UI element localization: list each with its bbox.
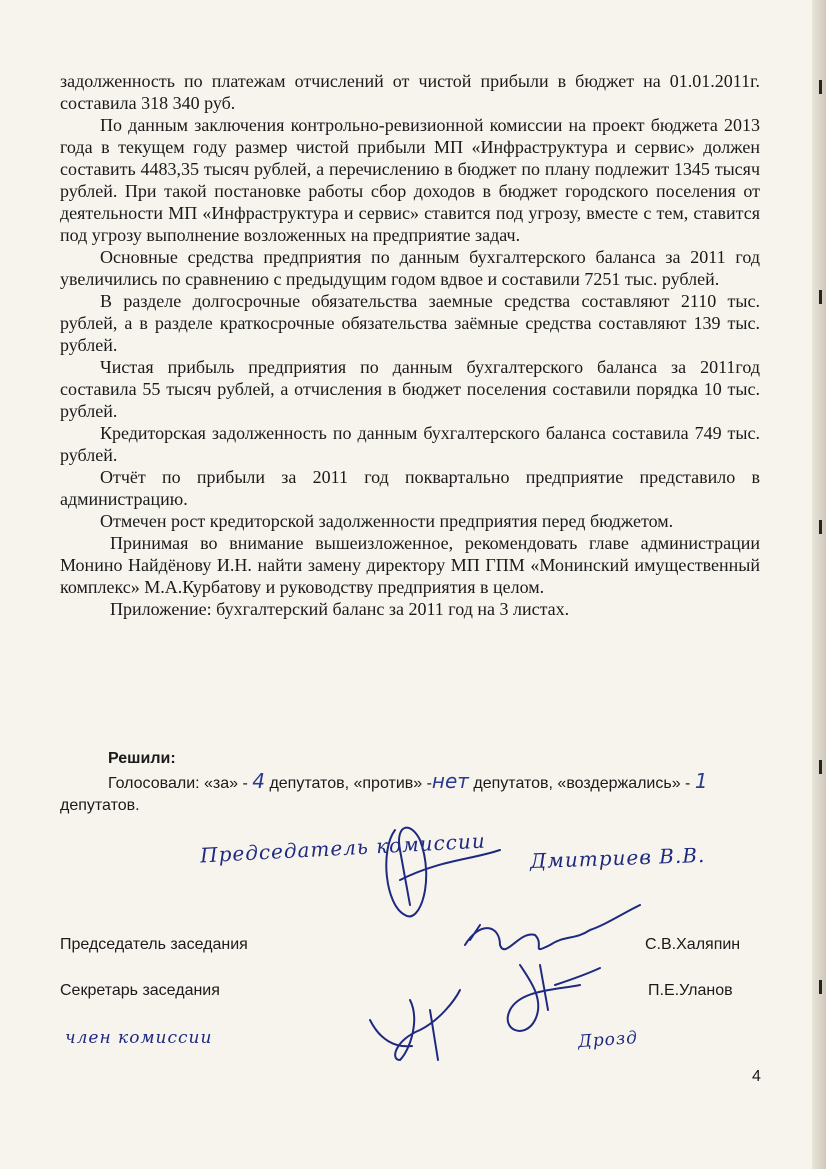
handwritten-commission-member: член комиссии — [65, 1028, 213, 1048]
binding-hole — [819, 80, 822, 94]
binding-hole — [819, 520, 822, 534]
paragraph-audit-commission: По данным заключения контрольно-ревизионной комиссии на проект бюджета 2013 года в текущем году размер чистой прибыли МП «Инфраструктура и сервис» должен составить 4483,35 тысяч рублей, а перечислению в бюджет по плану подлежит 1345 тысяч рублей. При такой постановке работы сбор доходов в бюджет городского поселения от деятельности МП «Инфраструктура и сервис» ставится под угрозу, вместе с тем, ставится под угрозу выполнение возложенных на предприятие задач. — [60, 115, 760, 245]
paragraph-creditors: Кредиторская задолженность по данным бухгалтерского баланса составила 749 тыс. рублей. — [60, 423, 760, 465]
signature-drozd-scrawl — [370, 990, 460, 1060]
paragraph-appendix: Приложение: бухгалтерский баланс за 2011 год на 3 листах. — [110, 599, 570, 619]
binding-hole — [819, 290, 822, 304]
page-number: 4 — [752, 1068, 761, 1085]
paragraph-liabilities: В разделе долгосрочные обязательства заемные средства составляют 2110 тыс. рублей, а в разделе краткосрочные обязательства заёмные средства составляют 139 тыс. рублей. — [60, 291, 760, 355]
secretary-label: Секретарь заседания — [60, 982, 220, 999]
votes-abstain-value: 1 — [694, 769, 708, 793]
vote-trailing: депутатов. — [60, 797, 140, 814]
paragraph-debt-growth: Отмечен рост кредиторской задолженности предприятия перед бюджетом. — [100, 511, 674, 531]
binding-hole — [819, 980, 822, 994]
paragraph-debt: задолженность по платежам отчислений от чистой прибыли в бюджет на 01.01.2011г. составила 318 340 руб. — [60, 71, 760, 113]
votes-against-value: нет — [431, 769, 469, 793]
votes-against-suffix: депутатов, «воздержались» - — [468, 775, 695, 792]
paragraph-fixed-assets: Основные средства предприятия по данным бухгалтерского баланса за 2011 год увеличились по сравнению с предыдущим годом вдвое и составили 7251 тыс. рублей. — [60, 247, 760, 289]
votes-for-value: 4 — [252, 769, 265, 793]
paragraph-net-profit: Чистая прибыль предприятия по данным бухгалтерского баланса за 2011год составила 55 тысяч рублей, а отчисления в бюджет поселения составили порядка 10 тыс. рублей. — [60, 357, 760, 421]
chairman-name: С.В.Халяпин — [645, 936, 741, 953]
handwritten-drozd: Дрозд — [577, 1027, 639, 1053]
signature-ulanov — [508, 965, 600, 1031]
votes-for-suffix: депутатов, «против» - — [265, 775, 432, 792]
handwritten-commission-chair: Председатель комиссии — [199, 828, 487, 868]
signature-chairman-commission — [386, 828, 500, 917]
secretary-name: П.Е.Уланов — [648, 982, 733, 999]
paragraph-profit-report: Отчёт по прибыли за 2011 год поквартально предприятие представило в администрацию. — [60, 467, 760, 509]
resolution-heading: Решили: — [108, 750, 176, 767]
vote-prefix: Голосовали: «за» - — [108, 775, 253, 792]
signature-khalyapin — [465, 905, 640, 949]
paragraph-recommendation: Принимая во внимание вышеизложенное, рекомендовать главе администрации Монино Найдёнову И.Н. найти замену директору МП ГПМ «Монинский имущественный комплекс» М.А.Курбатову и руководству предприятия в целом. — [60, 533, 760, 597]
handwritten-dmitriev: Дмитриев В.В. — [529, 842, 706, 874]
chairman-label: Председатель заседания — [60, 936, 248, 953]
binding-edge — [812, 0, 826, 1169]
binding-hole — [819, 760, 822, 774]
